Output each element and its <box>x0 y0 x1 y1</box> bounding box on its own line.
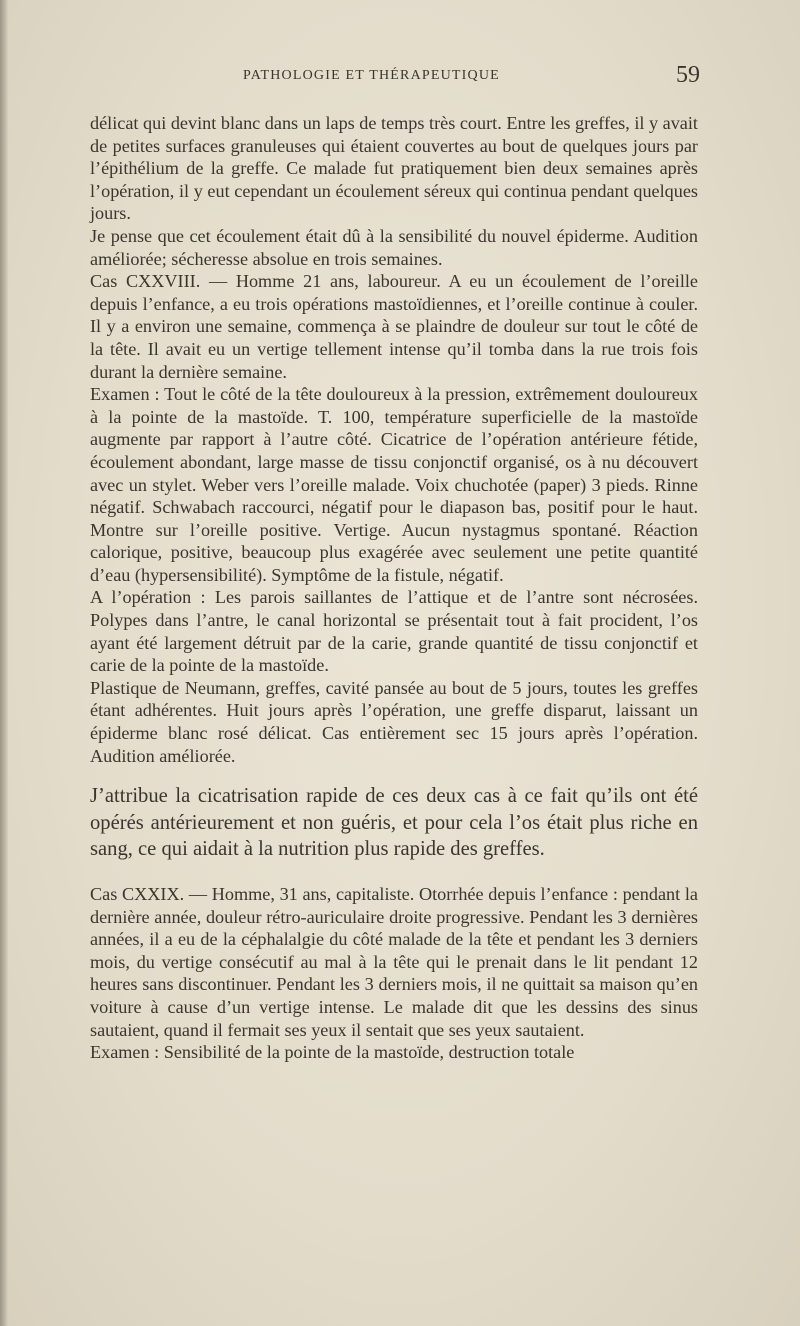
running-head <box>90 62 700 92</box>
paragraph-commentary: J’attribue la cicatrisation rapide de ces deux cas à ce fait qu’ils ont été opérés antérieurement et non guéris, et pour cela l’os était plus riche en sang, ce qui aidait à la nutrition plus rapide des greffes. <box>90 785 698 861</box>
paragraph-case-cxxix: Cas CXXIX. — Homme, 31 ans, capitaliste. Otorrhée depuis l’enfance : pendant la dernière année, douleur rétro-auriculaire droite progressive. Pendant les 3 dernières années, il a eu de la céphalalgie du côté malade de la tête et pendant les 3 derniers mois, du vertige consécutif au mal à la tête qui le prenait dans le lit pendant 12 heures sans discontinuer. Pendant les 3 derniers mois, il ne quittait sa maison qu’en voiture à cause d’un vertige intense. Le malade dit que les dessins des sinus sautaient, quand il fermait ses yeux il sentait que ses yeux sautaient. <box>90 884 698 1040</box>
paragraph-case-cxxviii: Cas CXXVIII. — Homme 21 ans, laboureur. A eu un écoulement de l’oreille depuis l’enfance, a eu trois opérations mastoïdiennes, et l’oreille continue à couler. Il y a environ une semaine, commença à se plaindre de douleur sur tout le côté de la tête. Il avait eu un vertige tellement intense qu’il tomba dans la rue trois fois durant la dernière semaine. <box>90 271 698 382</box>
paragraph-plastique: Plastique de Neumann, greffes, cavité pansée au bout de 5 jours, toutes les greffes étant adhérentes. Huit jours après l’opération, une greffe disparut, laissant un épiderme blanc rosé délicat. Cas entièrement sec 15 jours après l’opération. Audition améliorée. <box>90 677 698 766</box>
paragraph-examen: Examen : Tout le côté de la tête douloureux à la pression, extrêmement douloureux à la pointe de la mastoïde. T. 100, température superficielle de la mastoïde augmente par rapport à l’autre côté. Cicatrice de l’opération antérieure fétide, écoulement abondant, large masse de tissu conjonctif organisé, os à nu découvert avec un stylet. Weber vers l’oreille malade. Voix chuchotée (paper) 3 pieds. Rinne négatif. Schwabach raccourci, négatif pour le diapason bas, positif pour le haut. Montre sur l’oreille positive. Vertige. Aucun nystagmus spontané. Réaction calorique, positive, beaucoup plus exagérée avec seulement une petite quantité d’eau (hypersensibilité). Symptôme de la fistule, négatif. <box>90 384 698 585</box>
paragraph-examen-cxxix: Examen : Sensibilité de la pointe de la mastoïde, destruction totale <box>90 1042 575 1063</box>
running-head-title: PATHOLOGIE ET THÉRAPEUTIQUE <box>243 68 500 83</box>
page-number: 59 <box>676 62 700 88</box>
paragraph: Je pense que cet écoulement était dû à la sensibilité du nouvel épiderme. Audition améliorée; sécheresse absolue en trois semaines. <box>90 225 698 269</box>
body-text <box>90 112 698 1064</box>
paragraph-operation: A l’opération : Les parois saillantes de l’attique et de l’antre sont nécrosées. Polypes dans l’antre, le canal horizontal se présentait tout à fait procident, l’os ayant été largement détruit par de la carie, grande quantité de tissu conjonctif et carie de la pointe de la mastoïde. <box>90 587 698 676</box>
page-binding-edge <box>0 0 8 1326</box>
paragraph: délicat qui devint blanc dans un laps de temps très court. Entre les greffes, il y avait de petites surfaces granuleuses qui étaient couvertes au bout de quelques jours par l’épithélium de la greffe. Ce malade fut pratiquement bien deux semaines après l’opération, il y eut cependant un écoulement séreux qui continua pendant quelques jours. <box>90 113 698 224</box>
